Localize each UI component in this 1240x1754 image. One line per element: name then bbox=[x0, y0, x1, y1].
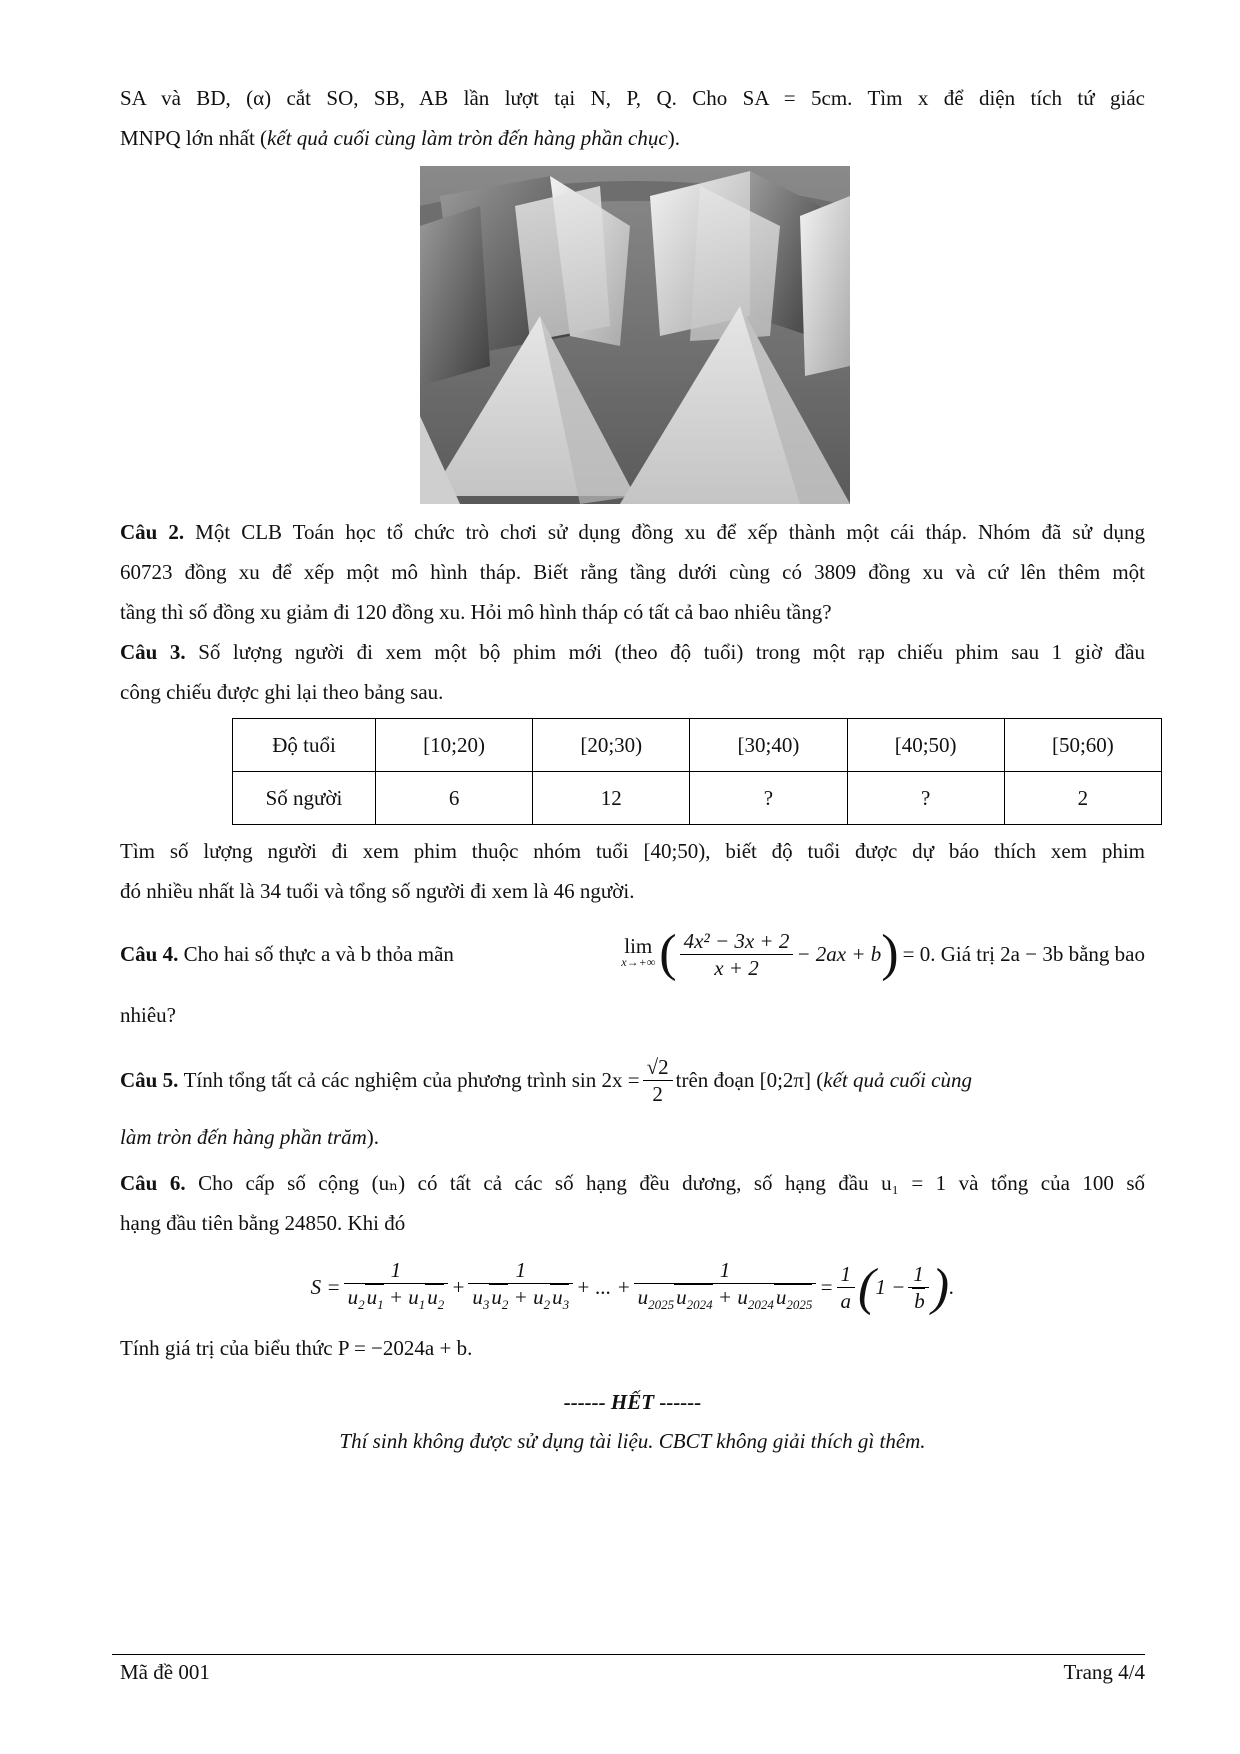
q4-line-1: Câu 4. Cho hai số thực a và b thỏa mãn lim x→+∞ ( $\frac{\text{4x² − 3x + 2}}{x + 2}$ − 2ax + b ) = 0. Giá trị 2a − 3b bằng bao bbox=[120, 925, 1145, 982]
table-cell: 12 bbox=[533, 772, 690, 825]
q6-line-3: Tính giá trị của biểu thức P = −2024a + b. bbox=[120, 1336, 473, 1361]
exam-code: Mã đề 001 bbox=[120, 1660, 210, 1684]
table-cell: ? bbox=[847, 772, 1004, 825]
table-row bbox=[233, 772, 1162, 825]
q3-line-3: Tìm số lượng người đi xem phim thuộc nhóm tuổi [40;50), biết độ tuổi được dự báo thích xem phim bbox=[120, 839, 1145, 863]
q3-line-4: đó nhiều nhất là 34 tuổi và tổng số người đi xem là 46 người. bbox=[120, 879, 635, 903]
table-cell: [40;50) bbox=[847, 719, 1004, 772]
table-cell: [10;20) bbox=[376, 719, 533, 772]
table-header-cell: Độ tuổi bbox=[233, 719, 376, 772]
q2-line-2: 60723 đồng xu để xếp một mô hình tháp. Biết rằng tầng dưới cùng có 3809 đồng xu và cứ lên thêm một bbox=[120, 560, 1145, 584]
table-cell: [30;40) bbox=[690, 719, 847, 772]
q6-line-1: Câu 6. Cho cấp số cộng (uₙ) có tất cả các số hạng đều dương, số hạng đầu u₁ = 1 và tổng của 100 số bbox=[120, 1171, 1145, 1195]
q1-line-2: MNPQ lớn nhất (kết quả cuối cùng làm tròn đến hàng phần chục). bbox=[120, 126, 680, 150]
pyramid-photo-icon bbox=[420, 166, 850, 504]
table-cell: ? bbox=[690, 772, 847, 825]
q2-line-1: Câu 2. Một CLB Toán học tổ chức trò chơi sử dụng đồng xu để xếp thành một cái tháp. Nhóm đã sử dụng bbox=[120, 520, 1145, 544]
page-footer bbox=[120, 1660, 1145, 1685]
table-cell: [20;30) bbox=[533, 719, 690, 772]
limit-operator: lim x→+∞ bbox=[621, 934, 656, 969]
q4-line-2: nhiêu? bbox=[120, 1003, 176, 1027]
q3-line-2: công chiếu được ghi lại theo bảng sau. bbox=[120, 680, 444, 704]
age-table bbox=[232, 718, 1162, 825]
q5-line-1: Câu 5. Tính tổng tất cả các nghiệm của phương trình sin 2x = $\frac{√2}{2}$ trên đoạn [0;2π] ( kết quả cuối cùng bbox=[120, 1054, 972, 1106]
table-header-cell: Số người bbox=[233, 772, 376, 825]
q1-line-1: SA và BD, (α) cắt SO, SB, AB lần lượt tại N, P, Q. Cho SA = 5cm. Tìm x để diện tích tứ giác bbox=[120, 86, 1145, 110]
q2-line-3: tầng thì số đồng xu giảm đi 120 đồng xu. Hỏi mô hình tháp có tất cả bao nhiêu tầng? bbox=[120, 600, 832, 624]
page-number: Trang 4/4 bbox=[1063, 1660, 1145, 1684]
q6-formula: S = $\frac{1}{u_2u_1 + u_1u_2}$ + $\frac{1}{u_3u_2 + u_2u_3}$ + ... + $\frac{1}{u_{2025}u_{2024} + u_{2024}u_{2025}}$ = $\frac{1}{a}$ ( 1 − $\frac{1}{b}$ ) . bbox=[310, 1258, 955, 1316]
table-row bbox=[233, 719, 1162, 772]
table-cell: 6 bbox=[376, 772, 533, 825]
table-cell: [50;60) bbox=[1004, 719, 1161, 772]
q5-fraction: $\frac{√2}{2}$ bbox=[643, 1054, 673, 1107]
page-body bbox=[120, 78, 1145, 1454]
table-cell: 2 bbox=[1004, 772, 1161, 825]
exam-note: Thí sinh không được sử dụng tài liệu. CBCT không giải thích gì thêm. bbox=[339, 1429, 926, 1454]
footer-divider bbox=[112, 1654, 1145, 1655]
q4-fraction: $\frac{\text{4x² − 3x + 2}}{x + 2}$ bbox=[680, 928, 794, 981]
end-mark: ------ HẾT ------ bbox=[563, 1390, 702, 1415]
q5-line-2: làm tròn đến hàng phần trăm). bbox=[120, 1125, 379, 1149]
q3-line-1: Câu 3. Số lượng người đi xem một bộ phim mới (theo độ tuổi) trong một rạp chiếu phim sau 1 giờ đầu bbox=[120, 640, 1145, 664]
q6-line-2: hạng đầu tiên bằng 24850. Khi đó bbox=[120, 1211, 406, 1235]
